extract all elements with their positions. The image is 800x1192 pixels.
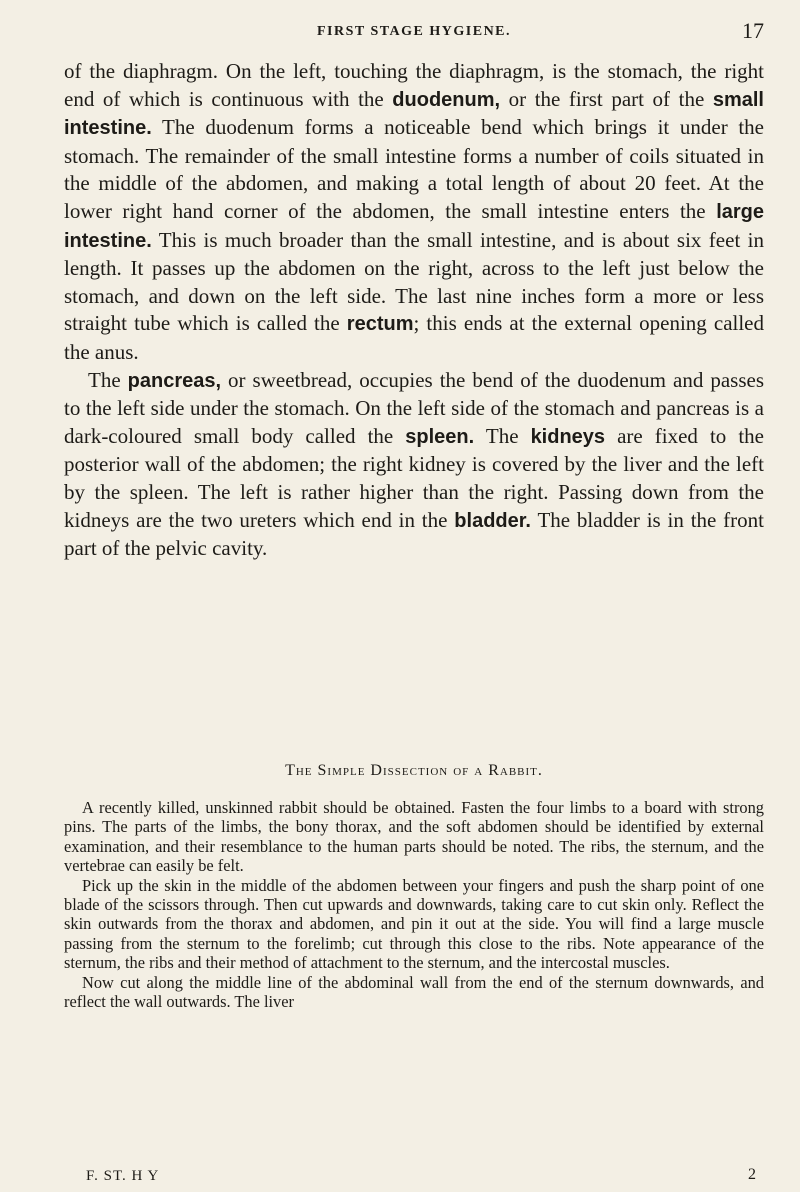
text-run: ; this ends at the external opening called the anus.: [64, 311, 765, 364]
term-rectum: rectum: [346, 313, 414, 336]
term-pancreas: pancreas,: [127, 369, 222, 392]
text-run: The: [88, 367, 128, 392]
term-large-intestine: large intestine.: [64, 200, 764, 252]
signature-mark: F. ST. H Y: [86, 1168, 160, 1184]
main-text: [64, 58, 764, 563]
term-duodenum: duodenum,: [392, 88, 501, 111]
text-run: of the diaphragm. On the left, touching the diaphragm, is the stomach, the right end of which is continuous with the: [64, 59, 764, 111]
dissection-paragraph-3: Now cut along the middle line of the abdominal wall from the end of the sternum downwards, and reflect the wall outwards. The liver: [64, 972, 764, 1012]
term-kidneys: kidneys: [530, 425, 606, 448]
paragraph-digestive-tract: [64, 58, 764, 367]
dissection-text: [64, 798, 764, 1011]
text-run: This is much broader than the small intestine, and is about six feet in length. It passes up the abdomen on the right, across to the left just below the stomach, and down on the left side. The last nine inches form a more or less straight tube which is called the: [64, 227, 764, 336]
page-number: 17: [742, 18, 764, 43]
dissection-paragraph-1: A recently killed, unskinned rabbit should be obtained. Fasten the four limbs to a board with strong pins. The parts of the limbs, the bony thorax, and the soft abdomen should be identified by external examination, and their resemblance to the human parts should be noted. The ribs, the sternum, and the vertebrae can easily be felt.: [64, 798, 764, 876]
text-run: or sweetbread, occupies the bend of the duodenum and passes to the left side under the stomach. On the left side of the stomach and pancreas is a dark-coloured small body called the: [64, 367, 764, 448]
text-run: or the first part of the: [500, 86, 713, 111]
text-run: The bladder is in the front part of the pelvic cavity.: [64, 507, 764, 561]
dissection-paragraph-2: Pick up the skin in the middle of the abdomen between your fingers and push the sharp point of one blade of the scissors through. Then cut upwards and downwards, taking care to cut skin only. Reflect the skin outwards from the thorax and abdomen, and pin it out at the side. You will find a large muscle passing from the sternum to the forelimb; cut through this close to the ribs. Note appearance of the sternum, the ribs and their method of attachment to the sternum, and the intercostal muscles.: [64, 875, 764, 973]
paragraph-organs: [64, 367, 764, 563]
term-spleen: spleen.: [405, 425, 475, 448]
text-run: are fixed to the posterior wall of the abdomen; the right kidney is covered by the liver and the left by the spleen. The left is rather higher than the right. Passing down from the kidneys are the two ureters which end in the: [64, 423, 764, 532]
signature-number: 2: [748, 1166, 756, 1183]
text-run: The: [474, 423, 531, 448]
text-run: The duodenum forms a noticeable bend which brings it under the stomach. The remainder of the small intestine forms a number of coils situated in the middle of the abdomen, and making a total length of about 20 feet. At the lower right hand corner of the abdomen, the small intestine enters the: [64, 115, 764, 223]
term-bladder: bladder.: [454, 509, 531, 532]
running-title: FIRST STAGE HYGIENE.: [316, 24, 512, 39]
term-small-intestine: small intestine.: [64, 88, 764, 140]
running-head: [64, 18, 764, 52]
section-heading: The Simple Dissection of a Rabbit.: [285, 762, 543, 779]
